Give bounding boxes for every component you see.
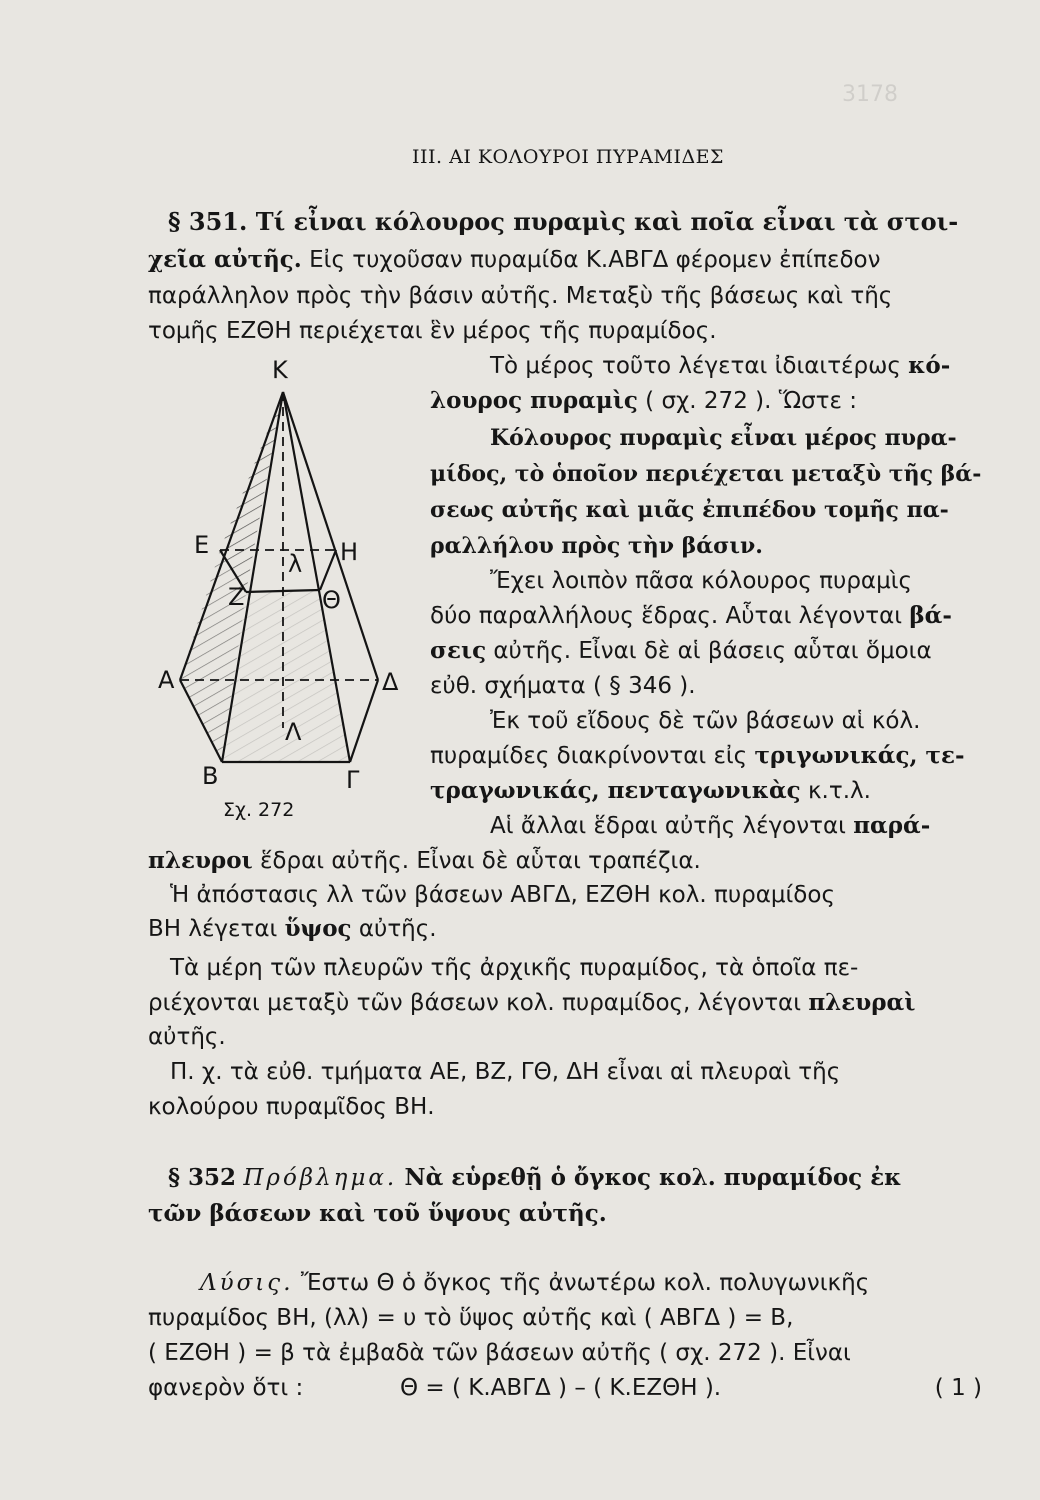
s351-l14: αὐτῆς. (148, 1024, 226, 1050)
s351-l1: Ἔχει λοιπὸν πᾶσα κόλουρος πυραμὶς (490, 568, 913, 594)
definition-line1: Κόλουρος πυραμὶς εἶναι μέρος πυρα- (490, 425, 957, 451)
label-H: Η (340, 538, 359, 566)
label-lambda-bottom: Λ (285, 718, 302, 746)
edge-ThetaH (320, 550, 336, 590)
label-B: Β (202, 762, 219, 790)
s351-l6: πυραμίδες διακρίνονται εἰς τριγωνικάς, τε- (430, 742, 965, 769)
label-lambda-top: λ (288, 550, 303, 578)
label-K: Κ (272, 356, 288, 384)
solution-l1: Λύσις. Ἔστω Θ ὁ ὄγκος τῆς ἀνωτέρω κολ. πολυγωνικῆς (200, 1270, 870, 1296)
s351-l2: δύο παραλλήλους ἕδρας. Αὗται λέγονται βά- (430, 602, 952, 629)
s351-l9: πλευροι ἕδραι αὐτῆς. Εἶναι δὲ αὗται τραπέζια. (148, 847, 701, 874)
edge-GD (350, 680, 378, 762)
label-Z: Ζ (228, 583, 245, 611)
pyramid-figure (150, 350, 410, 830)
definition-line4: ραλλήλου πρὸς τὴν βάσιν. (430, 533, 763, 559)
s351-l12: Τὰ μέρη τῶν πλευρῶν τῆς ἀρχικῆς πυραμίδος, τὰ ὁποῖα πε- (170, 955, 859, 981)
s351-title-line1: § 351. Τί εἶναι κόλουρος πυραμὶς καὶ ποῖα εἶναι τὰ στοι- (168, 207, 959, 236)
s351-l7: τραγωνικάς, πενταγωνικὰς κ.τ.λ. (430, 777, 871, 804)
s351-l4: εὐθ. σχήματα ( § 346 ). (430, 673, 696, 699)
solution-l4: φανερὸν ὅτι : (148, 1375, 304, 1401)
label-E: Ε (194, 531, 210, 559)
label-A: Α (158, 666, 175, 694)
figure-caption: Σχ. 272 (223, 799, 295, 821)
s351-line6: λουρος πυραμὶς ( σχ. 272 ). Ὥστε : (430, 387, 858, 414)
s351-line5: Τὸ μέρος τοῦτο λέγεται ἰδιαιτέρως κό- (490, 352, 951, 379)
definition-line2: μίδος, τὸ ὁποῖον περιέχεται μεταξὺ τῆς βά- (430, 461, 982, 487)
label-G: Γ (346, 766, 360, 794)
s351-l15: Π. χ. τὰ εὐθ. τμήματα ΑΕ, ΒΖ, ΓΘ, ΔΗ εἶναι αἱ πλευραὶ τῆς (170, 1059, 841, 1085)
s351-l5: Ἐκ τοῦ εἴδους δὲ τῶν βάσεων αἱ κόλ. (490, 708, 921, 734)
ghost-page-number: 3178 (842, 82, 898, 107)
s351-l3: σεις αὐτῆς. Εἶναι δὲ αἱ βάσεις αὗται ὅμοια (430, 637, 932, 664)
s352-title-line1: § 352 Πρόβλημα. Νὰ εὑρεθῇ ὁ ὄγκος κολ. πυραμίδος ἐκ (168, 1164, 902, 1191)
volume-formula: Θ = ( Κ.ΑΒΓΔ ) – ( Κ.ΕΖΘΗ ). (400, 1375, 722, 1401)
s352-title-line2: τῶν βάσεων καὶ τοῦ ὕψους αὐτῆς. (148, 1200, 607, 1227)
s351-line4: τομῆς ΕΖΘΗ περιέχεται ἓν μέρος τῆς πυραμίδος. (148, 318, 717, 344)
s351-l16: κολούρου πυραμῖδος ΒΗ. (148, 1094, 435, 1120)
shaded-face-upper (220, 392, 283, 592)
label-D: Δ (382, 668, 399, 696)
s351-l11: ΒΗ λέγεται ὕψος αὐτῆς. (148, 915, 437, 942)
s351-l8: Αἱ ἄλλαι ἕδραι αὐτῆς λέγονται παρά- (490, 812, 931, 839)
label-Theta: Θ (322, 586, 341, 614)
solution-l2: πυραμίδος ΒΗ, (λλ) = υ τὸ ὕψος αὐτῆς καὶ ( ΑΒΓΔ ) = Β, (148, 1305, 794, 1331)
s351-line3: παράλληλον πρὸς τὴν βάσιν αὐτῆς. Μεταξὺ τῆς βάσεως καὶ τῆς (148, 283, 893, 309)
equation-number: ( 1 ) (934, 1375, 982, 1401)
s351-line2: χεῖα αὐτῆς. Εἰς τυχοῦσαν πυραμίδα Κ.ΑΒΓΔ φέρομεν ἐπίπεδον (148, 246, 881, 273)
s351-l10: Ἡ ἀπόστασις λλ τῶν βάσεων ΑΒΓΔ, ΕΖΘΗ κολ. πυραμίδος (170, 882, 835, 908)
definition-line3: σεως αὐτῆς καὶ μιᾶς ἐπιπέδου τομῆς πα- (430, 497, 949, 523)
section-heading: III. ΑΙ ΚΟΛΟΥΡΟΙ ΠΥΡΑΜΙΔΕΣ (412, 146, 724, 168)
s351-l13: ριέχονται μεταξὺ τῶν βάσεων κολ. πυραμίδος, λέγονται πλευραὶ (148, 989, 916, 1016)
solution-l3: ( ΕΖΘΗ ) = β τὰ ἐμβαδὰ τῶν βάσεων αὐτῆς ( σχ. 272 ). Εἶναι (148, 1340, 851, 1366)
